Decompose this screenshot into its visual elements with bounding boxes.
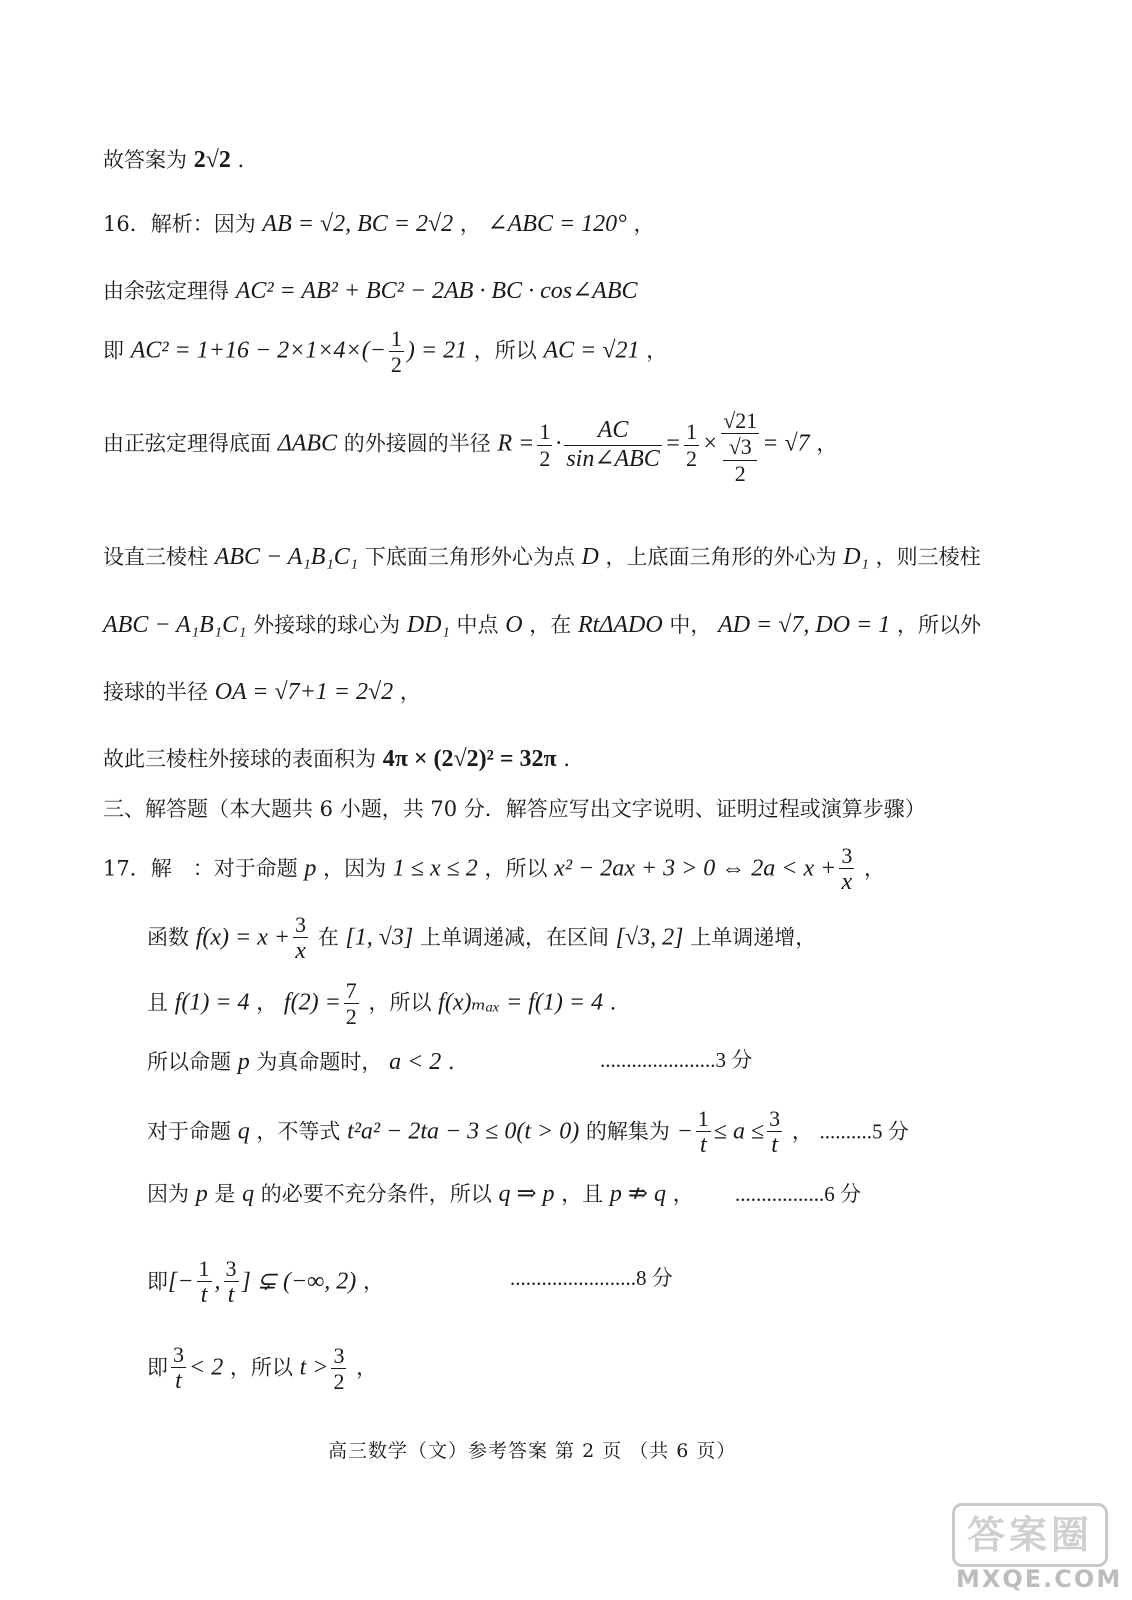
fraction — [537, 419, 552, 471]
denominator: 2 — [333, 1369, 345, 1395]
score-3: ......................3 分 — [600, 1048, 753, 1072]
math: t²a² − 2ta − 3 ≤ 0(t > 0) — [347, 1118, 580, 1145]
text: 故此三棱柱外接球的表面积为 — [103, 747, 376, 771]
fraction — [839, 843, 854, 897]
text: 由正弦定理得底面 — [103, 431, 271, 456]
text: 上单调递增， — [690, 925, 817, 950]
text: . — [237, 148, 245, 172]
text: 中， — [669, 613, 712, 637]
denominator: sin∠ABC — [566, 445, 660, 472]
line-interval-subset — [147, 1256, 384, 1310]
denominator: t — [771, 1132, 778, 1159]
section-heading — [103, 797, 926, 822]
text: . — [563, 747, 571, 771]
text: 且 — [147, 990, 168, 1015]
math: 1 ≤ x ≤ 2 — [392, 855, 478, 882]
text: ，所以 — [368, 990, 432, 1015]
watermark-logo — [952, 1503, 1123, 1593]
denominator: 2 — [345, 1004, 357, 1030]
line-function-values — [147, 978, 616, 1030]
text: ， — [459, 212, 481, 236]
text: 外接球的球心为 — [253, 613, 401, 637]
text: ， — [864, 856, 885, 881]
text: ， — [399, 680, 421, 704]
fraction — [696, 1106, 711, 1160]
text: ， — [633, 212, 655, 236]
math: AB = √2, BC = 2√2 — [262, 211, 454, 237]
math: O — [505, 612, 523, 638]
score-6: .................6 分 — [735, 1182, 861, 1206]
math: [1, √3] — [345, 924, 414, 951]
math: AC² = AB² + BC² − 2AB · BC · cos∠ABC — [235, 278, 638, 304]
text: ，因为 — [323, 856, 387, 881]
math: AC = √21 — [543, 337, 640, 364]
text: 三、解答题（本大题共 6 小题，共 70 分．解答应写出文字说明、证明过程或演算步骤） — [103, 797, 926, 821]
math: ΔABC — [277, 430, 338, 457]
fraction — [721, 408, 759, 486]
denominator: t — [227, 1282, 235, 1309]
math: D — [581, 544, 599, 570]
numerator: 3 — [173, 1342, 184, 1367]
math: [− — [168, 1268, 194, 1295]
line-sine-law — [103, 408, 837, 486]
page-footer: 高三数学（文）参考答案 第 2 页 （共 6 页） — [328, 1440, 737, 1462]
watermark-url: MXQE.COM — [956, 1565, 1123, 1593]
text: ，在 — [529, 613, 572, 637]
math: RtΔADO — [577, 612, 663, 638]
text: ，则三棱柱 — [875, 545, 981, 569]
text: 由余弦定理得 — [103, 279, 229, 303]
watermark-text: 答案圈 — [952, 1503, 1108, 1567]
text: ， — [816, 431, 838, 456]
line-p-true — [147, 1048, 469, 1077]
line-necessary-condition — [147, 1180, 694, 1209]
fraction — [767, 1106, 782, 1160]
math: f(2) = — [283, 989, 341, 1016]
fraction — [564, 417, 661, 473]
math: − — [676, 1118, 693, 1145]
fraction — [293, 912, 308, 966]
math: 4π × (2√2)² = 32π — [382, 746, 557, 772]
math: q — [237, 1118, 250, 1145]
math: f(1) = 4 — [174, 989, 250, 1016]
math: × — [702, 430, 719, 457]
math: t > — [299, 1354, 329, 1381]
text: ， — [256, 990, 278, 1015]
numerator: 3 — [295, 912, 307, 937]
numerator: 7 — [345, 978, 357, 1003]
math: ≤ a ≤ — [713, 1118, 765, 1145]
math: < 2 — [189, 1354, 224, 1381]
fraction — [224, 1256, 239, 1310]
text: ，所以外 — [896, 613, 981, 637]
text: ，不等式 — [256, 1119, 341, 1144]
math: · — [555, 430, 562, 457]
text: 所以命题 — [147, 1050, 231, 1074]
line-answer-2root2 — [103, 146, 244, 175]
line-function-monotonic — [147, 912, 816, 966]
denominator: x — [841, 869, 853, 896]
numerator: 3 — [841, 843, 853, 868]
numerator: 3 — [333, 1343, 345, 1369]
text: 16．解析：因为 — [103, 212, 256, 236]
math: 2√2 — [193, 147, 231, 173]
math: OA = √7+1 = 2√2 — [214, 679, 394, 705]
text: 故答案为 — [103, 148, 187, 172]
text: 设直三棱柱 — [103, 545, 208, 569]
text: ， — [646, 338, 668, 363]
fraction — [171, 1342, 186, 1396]
text: ，所以 — [229, 1355, 293, 1380]
text: ，所以 — [473, 338, 537, 363]
text: 上单调递减，在区间 — [419, 925, 609, 950]
text: ，上底面三角形的外心为 — [605, 545, 837, 569]
numerator: 1 — [686, 419, 697, 445]
math: ABC − A₁B₁C₁ — [214, 544, 359, 570]
text: 的外接圆的半径 — [343, 431, 491, 456]
text: 即 — [103, 338, 124, 363]
math: R = — [497, 430, 535, 457]
numerator: 1 — [198, 1256, 210, 1281]
text: . — [609, 990, 617, 1015]
math: AD = √7, DO = 1 — [718, 612, 891, 638]
math: p ⇏ q — [609, 1181, 667, 1207]
text: ． — [447, 1050, 469, 1074]
numerator: √21 — [723, 408, 758, 433]
text: 在 — [317, 925, 339, 950]
text: 函数 — [147, 925, 189, 950]
text: ， — [672, 1182, 694, 1206]
denominator: 2 — [539, 445, 551, 471]
denominator: 2 — [734, 460, 746, 486]
numerator: 1 — [390, 326, 402, 351]
math: DD₁ — [406, 612, 450, 638]
text: 17．解 ：对于命题 — [103, 856, 298, 881]
math: p — [304, 855, 317, 882]
line-q16-given — [103, 210, 654, 239]
line-surface-area — [103, 745, 570, 774]
text: 是 — [214, 1182, 236, 1206]
numerator: 1 — [539, 419, 551, 445]
line-ac-value — [103, 326, 667, 378]
math: = √7 — [762, 430, 810, 457]
line-q-solution — [147, 1106, 909, 1160]
fraction — [197, 1256, 212, 1310]
fraction — [344, 978, 359, 1030]
math: D₁ — [843, 544, 869, 570]
numerator: 3 — [769, 1106, 781, 1131]
text: ，所以 — [484, 856, 548, 881]
denominator: t — [699, 1132, 707, 1159]
text: ， — [362, 1269, 384, 1294]
text: ， — [356, 1355, 378, 1380]
line-sphere-center — [103, 611, 981, 640]
math: , — [214, 1268, 221, 1295]
text: 即 — [147, 1355, 168, 1380]
text: 的必要不充分条件，所以 — [260, 1182, 492, 1206]
text: 因为 — [147, 1182, 189, 1206]
numerator: 1 — [697, 1106, 709, 1131]
text: 中点 — [456, 613, 499, 637]
math: q ⇒ p — [498, 1181, 555, 1207]
text: 即 — [147, 1269, 168, 1294]
fraction — [331, 1343, 346, 1395]
denominator: t — [200, 1282, 208, 1309]
math: ) = 21 — [406, 337, 468, 364]
math: p — [195, 1181, 208, 1207]
fraction — [684, 419, 699, 471]
math: ABC − A₁B₁C₁ — [103, 612, 247, 638]
fraction — [721, 434, 759, 486]
text: ， — [791, 1119, 813, 1144]
math: x² − 2ax + 3 > 0 ⇔ 2a < x + — [554, 855, 837, 882]
line-radius — [103, 678, 421, 707]
line-t-result — [147, 1342, 377, 1396]
denominator: x — [295, 938, 306, 965]
line-q17-start — [103, 843, 885, 897]
math: p — [237, 1049, 250, 1075]
denominator: 2 — [686, 445, 697, 471]
math: [√3, 2] — [615, 924, 684, 951]
text: 接球的半径 — [103, 680, 208, 704]
math: q — [242, 1181, 255, 1207]
numerator: 3 — [225, 1256, 237, 1281]
fraction — [389, 326, 404, 378]
text: ，且 — [561, 1182, 604, 1206]
denominator: t — [175, 1368, 182, 1395]
math: = — [664, 430, 681, 457]
text: 对于命题 — [147, 1119, 231, 1144]
denominator: 2 — [390, 352, 402, 378]
math: a < 2 — [389, 1049, 442, 1075]
text: 的解集为 — [585, 1119, 670, 1144]
numerator: AC — [564, 417, 661, 446]
math: ] ⊊ (−∞, 2) — [241, 1268, 357, 1295]
score-8: ........................8 分 — [510, 1266, 673, 1290]
text: 为真命题时， — [256, 1050, 383, 1074]
numerator: √3 — [723, 434, 757, 460]
text: 下底面三角形外心为点 — [364, 545, 575, 569]
line-prism-setup — [103, 543, 981, 572]
math: AC² = 1+16 − 2×1×4×(− — [130, 337, 386, 364]
line-cosine-law — [103, 277, 638, 306]
math: f(x)ₘₐₓ = f(1) = 4 — [438, 989, 604, 1016]
score-5: ..........5 分 — [819, 1119, 909, 1144]
math: f(x) = x + — [195, 924, 291, 951]
math: ∠ABC = 120° — [487, 211, 627, 237]
